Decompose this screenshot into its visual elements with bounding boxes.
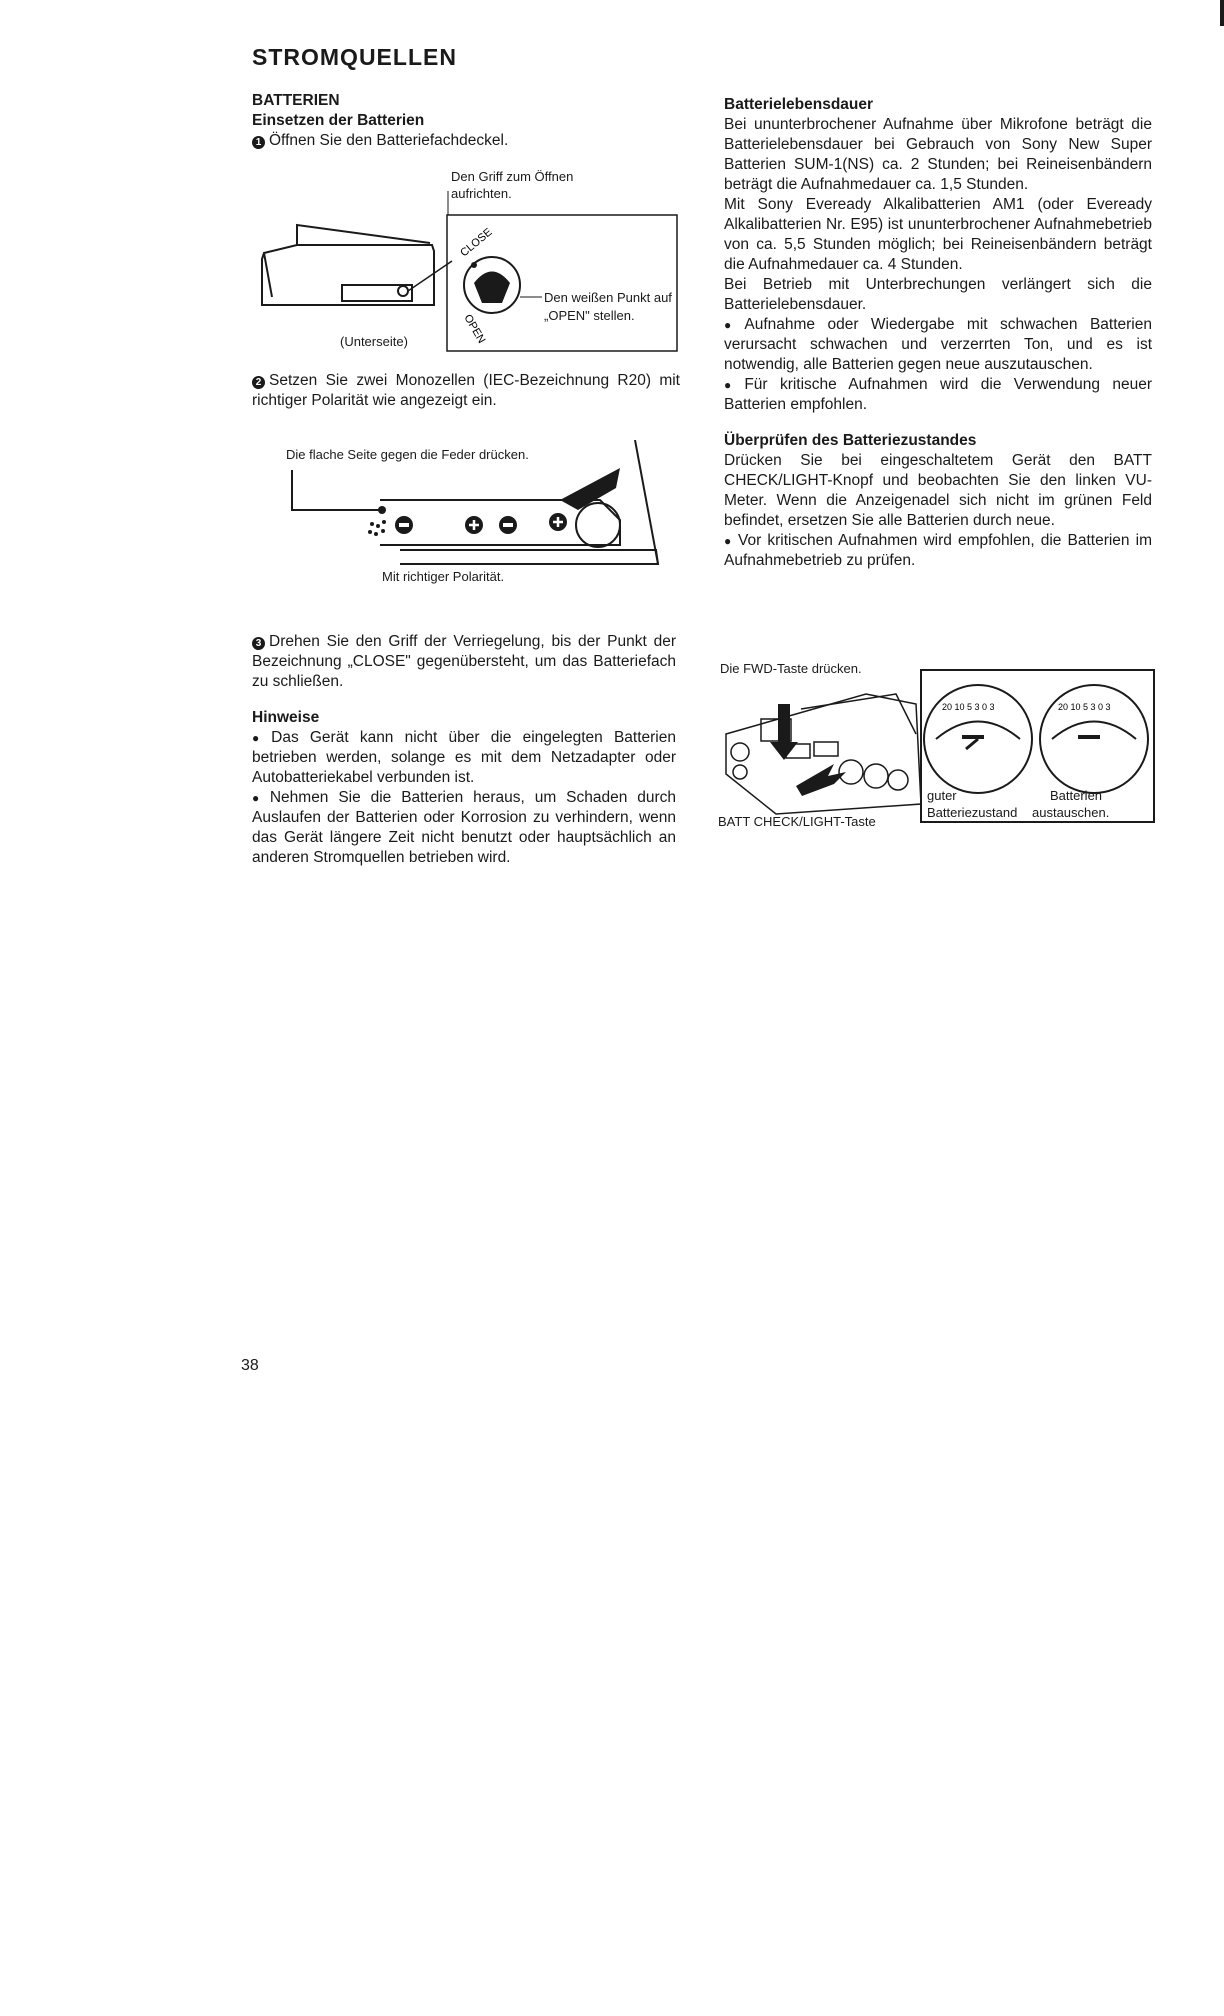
section-heading: BATTERIEN	[252, 92, 340, 109]
fig3-replace-caption-2: austauschen.	[1032, 805, 1110, 820]
page-number: 38	[241, 1357, 259, 1374]
fig2-top-caption: Die flache Seite gegen die Feder drücken.	[286, 447, 529, 462]
batt-check-arrow	[796, 764, 846, 796]
lock-dial	[458, 226, 520, 345]
fig1-grip-caption: Den Griff zum Öffnen aufrichten.	[451, 169, 574, 201]
right-column	[724, 95, 1152, 571]
battery-life-paragraph-1: Bei ununterbrochener Aufnahme über Mikrofone beträgt die Batterielebensdauer bei Gebrauch von Sony New Super Batterien SUM-1(NS) ca. 2 Stunden; bei Reineisenbändern beträgt die Aufnahmedauer ca. 1,5 Stunden.	[724, 116, 1152, 193]
fig3-fwd-caption: Die FWD-Taste drücken.	[720, 661, 862, 676]
left-meter-scale: 20 10 5 3 0 3	[942, 702, 995, 712]
fig1-point-caption-2: „OPEN" stellen.	[544, 308, 635, 323]
check-bullet: ● Vor kritischen Aufnahmen wird empfohlen, die Batterien im Aufnahmebetrieb zu prüfen.	[724, 531, 1152, 571]
leader-line	[408, 261, 452, 291]
check-heading: Überprüfen des Batteriezustandes	[724, 432, 977, 449]
step-3: 3 Drehen Sie den Griff der Verriegelung, bis der Punkt der Bezeichnung „CLOSE" gegenübersteht, um das Batteriefach zu schließen.	[252, 633, 676, 690]
battery-life-bullet-1: ● Aufnahme oder Wiedergabe mit schwachen Batterien verursacht schwachen und verzerrten Ton, und es ist notwendig, alle Batterien gegen neue auszutauschen.	[724, 315, 1152, 375]
fig2-bottom-caption: Mit richtiger Polarität.	[382, 569, 505, 584]
note-2: ● Nehmen Sie die Batterien heraus, um Schaden durch Auslaufen der Batterien oder Korrosion zu verhindern, wenn das Gerät längere Zeit nicht benutzt oder hauptsächlich an anderen Stromquellen betrieben wird.	[252, 788, 676, 868]
battery-life-paragraph-2: Mit Sony Eveready Alkalibatterien AM1 (oder Eveready Alkalibatterien Nr. E95) ist ununterbrochener Aufnahmebetrieb von ca. 5,5 Stunden möglich; bei Reineisenbändern beträgt die Aufnahmedauer ca. 4 Stunden.	[724, 196, 1152, 273]
fig1-bottom-caption: (Unterseite)	[340, 334, 408, 349]
page-edge-mark	[1220, 0, 1224, 26]
white-point-marker	[471, 262, 477, 268]
battery-insert-figure	[280, 440, 660, 585]
subsection-heading: Einsetzen der Batterien	[252, 112, 425, 129]
left-column-bottom	[252, 632, 676, 868]
step-number-1: 1	[252, 136, 265, 149]
notes-heading: Hinweise	[252, 709, 320, 726]
close-label: CLOSE	[458, 226, 495, 260]
fig3-replace-caption-1: Batterien	[1050, 788, 1103, 803]
left-column-top	[252, 91, 676, 151]
battery-cells	[395, 503, 620, 547]
fig1-point-caption-1: Den weißen Punkt auf	[544, 290, 672, 305]
right-meter-scale: 20 10 5 3 0 3	[1058, 702, 1111, 712]
step-1: 1 Öffnen Sie den Batteriefachdeckel.	[252, 131, 676, 151]
page-title: STROMQUELLEN	[252, 44, 457, 70]
step-2: 2 Setzen Sie zwei Monozellen (IEC-Bezeichnung R20) mit richtiger Polarität wie angezeigt ein.	[252, 372, 680, 409]
battery-life-paragraph-3: Bei Betrieb mit Unterbrechungen verlängert sich die Batterielebensdauer.	[724, 276, 1152, 313]
fwd-arrow	[770, 704, 798, 760]
step-number-2: 2	[252, 376, 265, 389]
spring-dots	[368, 520, 386, 536]
fig3-batt-check-caption: BATT CHECK/LIGHT-Taste	[718, 814, 876, 829]
battery-life-heading: Batterielebensdauer	[724, 96, 874, 113]
fig3-good-caption-1: guter	[927, 788, 957, 803]
open-label: OPEN	[461, 312, 488, 346]
check-paragraph: Drücken Sie bei eingeschaltetem Gerät den BATT CHECK/LIGHT-Knopf und beobachten Sie den linken VU-Meter. Wenn die Anzeigenadel sich nicht im grünen Feld befindet, ersetzen Sie alle Batterien durch neue.	[724, 452, 1152, 529]
battery-life-bullet-2: ● Für kritische Aufnahmen wird die Verwendung neuer Batterien empfohlen.	[724, 375, 1152, 415]
note-1: ● Das Gerät kann nicht über die eingelegten Batterien betrieben werden, solange es mit dem Netzadapter oder Autobatteriekabel verbunden ist.	[252, 728, 676, 788]
cassette-drawing	[726, 694, 921, 814]
step-number-3: 3	[252, 637, 265, 650]
fig3-good-caption-2: Batteriezustand	[927, 805, 1018, 820]
device-bottom-drawing	[262, 225, 434, 305]
